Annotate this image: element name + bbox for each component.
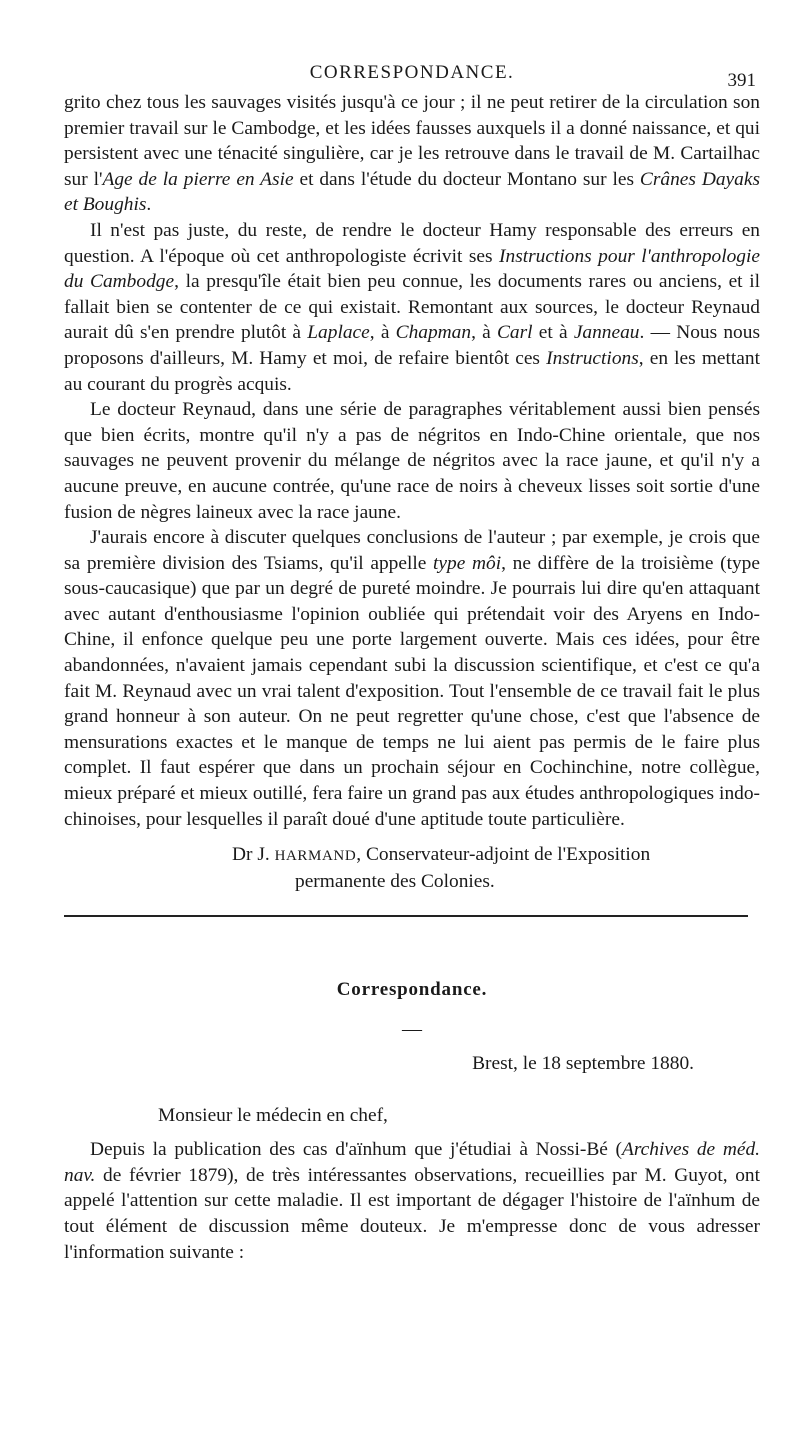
article-paragraph-2 xyxy=(64,218,760,397)
signature-role-line-2: permanente des Colonies. xyxy=(295,871,495,893)
text-run: , la presqu'île était bien peu connue, les documents rares ou anciens, et il fallait bien se contenter de ce qui existait. Remontant aux sources, le docteur Reynaud aurait dû s'en prendre plutôt à xyxy=(64,271,761,344)
letter-salutation: Monsieur le médecin en chef, xyxy=(158,1105,388,1127)
text-run: , à xyxy=(471,322,497,344)
section-divider xyxy=(64,915,748,917)
book-title: Instructions pour l'anthropologie du Cambodge xyxy=(64,245,760,293)
emphasis-term: type môi xyxy=(433,552,502,574)
book-title: Instructions xyxy=(546,347,639,369)
article-paragraph-1 xyxy=(64,90,760,218)
signature-title: Dr xyxy=(232,844,253,866)
letter-dateline: Brest, le 18 septembre 1880. xyxy=(472,1053,694,1075)
text-run: de février 1879), de très intéressantes observations, recueillies par M. Guyot, ont appelé l'attention sur cette maladie. Il est important de dégager l'histoire de l'aïnhum de tout élément de discussion même douteux. Je m'empresse donc de vous adresser l'information suivante : xyxy=(64,1164,760,1263)
book-title: Age de la pierre en Asie xyxy=(102,168,294,190)
book-title: Crânes Dayaks et Boughis xyxy=(64,168,761,216)
author-name: Janneau xyxy=(573,322,640,344)
text-run: et à xyxy=(532,322,574,344)
signature-name: HARMAND xyxy=(274,848,357,865)
section-title: Correspondance. xyxy=(336,979,488,1001)
running-header xyxy=(64,56,760,90)
author-name: Chapman xyxy=(395,322,472,344)
text-run: . xyxy=(146,194,152,216)
article-paragraph-4 xyxy=(64,525,760,832)
text-run: Depuis la publication des cas d'aïnhum que j'étudiai à Nossi-Bé ( xyxy=(90,1139,623,1161)
page-number: 391 xyxy=(727,70,756,91)
author-signature xyxy=(64,842,760,895)
text-run: , à xyxy=(369,322,396,344)
text-run: J'aurais encore à discuter quelques conclusions de l'auteur ; par exemple, je crois que sa première division des Tsiams, qu'il appelle xyxy=(64,527,760,574)
signature-role: , Conservateur-adjoint de l'Exposition xyxy=(356,844,651,866)
journal-title: Archives de méd. nav. xyxy=(64,1139,760,1186)
text-run: . — Nous nous proposons d'ailleurs, M. Hamy et moi, de refaire bientôt ces xyxy=(64,322,760,369)
text-run: , ne diffère de la troisième (type sous-caucasique) que par un degré de pureté moindre. Je pourrais lui dire qu'en attaquant avec autant d'enthousiasme l'opinion oubliée qui prétendait voir des Aryens en Indo-Chine, il enfonce quelque peu une porte largement ouverte. Mais ces idées, pour être abandonnées, n'avaient jamais cependant subi la discussion scientifique, et c'est ce qu'a fait M. Reynaud avec un vrai talent d'exposition. Tout l'ensemble de ce travail fait le plus grand honneur à son auteur. On ne peut regretter qu'une chose, c'est que l'absence de mensurations exactes et le manque de temps ne lui aient pas permis de le faire plus complet. Il faut espérer que dans un prochain séjour en Cochinchine, notre collègue, mieux préparé et mieux outillé, fera faire un grand pas aux études anthropologiques indo-chinoises, pour lesquelles il paraît doué d'une aptitude toute particulière. xyxy=(64,552,760,830)
article-paragraph-3: Le docteur Reynaud, dans une série de paragraphes véritablement aussi bien pensés que bien écrits, montre qu'il n'y a pas de négritos en Indo-Chine orientale, que nos sauvages ne peuvent provenir du mélange de négritos avec la race jaune, et qu'il n'y a aucune preuve, en aucune contrée, qu'une race de noirs à cheveux lisses soit sortie d'une fusion de nègres laineux avec la race jaune. xyxy=(64,399,760,523)
text-run: et dans l'étude du docteur Montano sur les xyxy=(293,168,640,190)
author-name: Carl xyxy=(496,322,533,344)
text-run: Il n'est pas juste, du reste, de rendre le docteur Hamy responsable des erreurs en question. A l'époque où cet anthropologiste écrivit ses xyxy=(64,219,760,267)
running-title: CORRESPONDANCE. xyxy=(309,62,515,83)
document-page xyxy=(64,56,760,1265)
text-run: , en les mettant au courant du progrès acquis. xyxy=(64,347,760,395)
section-dash: — xyxy=(402,1018,422,1041)
author-name: Laplace xyxy=(307,322,370,344)
signature-initial: J. xyxy=(252,844,275,866)
letter-paragraph-1 xyxy=(64,1137,760,1265)
text-run: grito chez tous les sauvages visités jusqu'à ce jour ; il ne peut retirer de la circulation son premier travail sur le Cambodge, et les idées fausses auxquels il a donné naissance, et qui persistent avec une ténacité singulière, car je les retrouve dans le travail de M. Cartailhac sur l' xyxy=(64,92,760,190)
